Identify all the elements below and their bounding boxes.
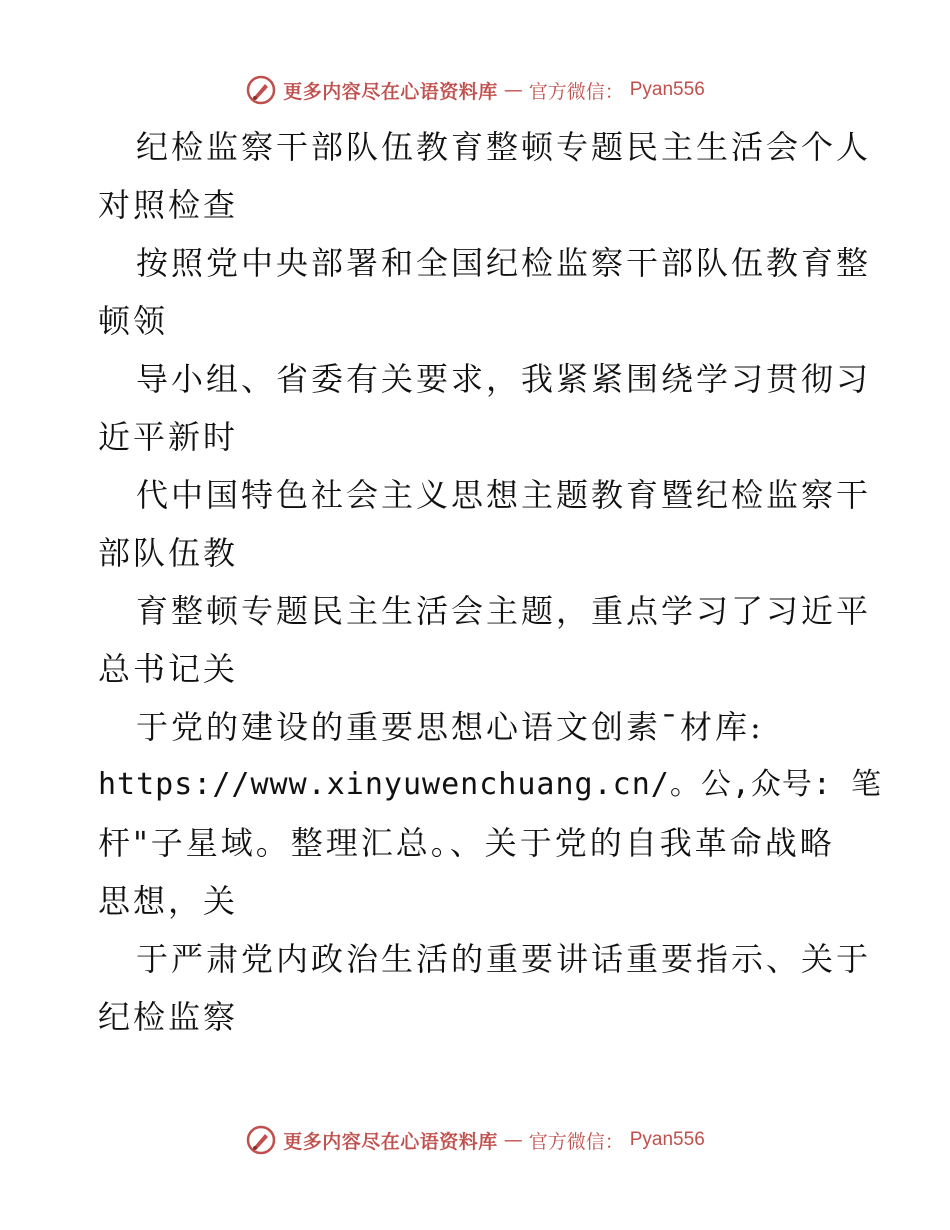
page-footer: [0, 1120, 950, 1160]
doc-line: 纪检监察: [98, 998, 239, 1036]
doc-line: 顿领: [98, 302, 169, 340]
doc-line: 总书记关: [98, 650, 239, 688]
doc-line: 杆"子星域。整理汇总。、关于党的自我革命战略: [98, 824, 835, 862]
doc-line: 导小组、省委有关要求，我紧紧围绕学习贯彻习: [136, 360, 872, 398]
doc-line: 于严肃党内政治生活的重要讲话重要指示、关于: [136, 940, 872, 978]
pen-circle-icon: [245, 1124, 277, 1156]
header-brand-text: 更多内容尽在心语资料库: [283, 80, 498, 103]
doc-line: 育整顿专题民主生活会主题，重点学习了习近平: [136, 592, 872, 630]
doc-line: 代中国特色社会主义思想主题教育暨纪检监察干: [136, 476, 872, 514]
doc-line: 按照党中央部署和全国纪检监察干部队伍教育整: [136, 244, 872, 282]
doc-line: 部队伍教: [98, 534, 239, 572]
header-wechat-id: Pyan556: [629, 79, 705, 100]
footer-wechat-label: 官方微信：: [528, 1130, 624, 1153]
header-wechat-label: 官方微信：: [528, 80, 624, 103]
header-dash: —: [503, 79, 523, 101]
doc-line: 纪检监察干部队伍教育整顿专题民主生活会个人: [136, 128, 872, 166]
doc-line: 思想，关: [98, 882, 239, 920]
footer-banner: [245, 1124, 705, 1156]
page-header: [0, 70, 950, 110]
doc-line: 于党的建设的重要思想心语文创素¯材库:: [136, 708, 764, 746]
document-body: [98, 118, 883, 1046]
header-banner: [245, 74, 705, 106]
footer-brand-text: 更多内容尽在心语资料库: [283, 1130, 498, 1153]
footer-dash: —: [503, 1129, 523, 1151]
doc-line-url: https://www.xinyuwenchuang.cn/。公,众号: 笔: [98, 767, 883, 802]
footer-wechat-id: Pyan556: [629, 1129, 705, 1150]
doc-line: 对照检查: [98, 186, 239, 224]
pen-circle-icon: [245, 74, 277, 106]
doc-line: 近平新时: [98, 418, 239, 456]
